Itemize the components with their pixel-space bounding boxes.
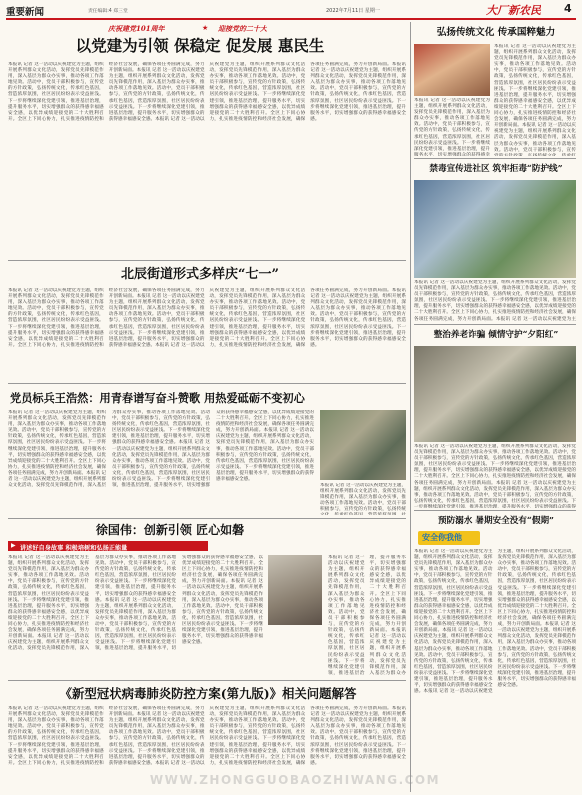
divider	[414, 324, 576, 325]
page-number: 4	[564, 2, 572, 15]
article4-body-right	[328, 555, 406, 677]
safety-badge-label: 安全你我他	[422, 533, 462, 542]
main-headline: 以党建为引领 保稳定 促发展 惠民生	[75, 36, 325, 55]
safety-badge	[418, 531, 480, 545]
masthead	[6, 2, 576, 18]
right1-headline: 弘扬传统文化 传承国粹魅力	[436, 27, 556, 38]
article3-body	[8, 410, 314, 515]
right3-body	[414, 444, 576, 508]
divider	[414, 158, 576, 159]
paper-name: 大厂新农民	[486, 4, 541, 17]
right4-headline: 预防溺水 暑期安全没有“假期”	[437, 516, 554, 526]
article3-headline: 党员标兵王浩然：用青春谱写奋斗赞歌 用热爱砥砺不变初心	[10, 391, 305, 405]
article2-headline: 北辰街道形式多样庆“七一”	[121, 267, 279, 282]
right2-headline: 禁毒宣传进社区 筑牢拒毒“防护线”	[429, 164, 563, 174]
anti-drug-photo	[414, 180, 576, 278]
article4-subtitle-bar	[8, 541, 208, 551]
article2-body	[8, 288, 406, 380]
right4-body	[414, 549, 576, 787]
divider	[8, 260, 406, 261]
anniversary-banner	[108, 24, 308, 34]
article4-subtitle: 讲述好自身故事 积极培树和弘扬正能量	[20, 544, 128, 551]
play-icon: ▶	[11, 542, 16, 549]
right2-body	[414, 280, 576, 322]
culture-photo	[414, 44, 490, 96]
issue-date: 2022年7月11日 星期一	[326, 8, 380, 14]
watermark: WWW.ZHONGGUOBAOZHIWANG.COM	[149, 773, 441, 787]
right3-headline: 整治养老诈骗 倾情守护“夕阳红”	[433, 330, 559, 340]
editor-line: 责任编辑:4 郑三堂	[88, 9, 128, 14]
article4-headline: 徐国伟：创新引领 匠心如磐	[95, 523, 245, 537]
article5-headline: 《新型冠状病毒肺炎防控方案(第九版)》相关问题解答	[59, 686, 357, 701]
masthead-rule	[6, 18, 576, 20]
banner-slogan-left: 庆祝建党101周年	[108, 24, 165, 33]
article3-body-side	[320, 483, 406, 515]
portrait-photo	[268, 555, 322, 625]
main-article-body	[8, 62, 406, 258]
divider	[8, 518, 406, 519]
divider	[414, 510, 576, 511]
article4-body-left	[8, 555, 263, 677]
divider	[8, 383, 406, 384]
star-icon: ★	[202, 24, 209, 32]
right1-body-a	[494, 44, 576, 156]
anti-fraud-photo	[414, 346, 576, 442]
news-photo	[320, 410, 406, 480]
divider	[8, 680, 406, 681]
banner-slogan-right: 迎接党的二十大	[218, 24, 267, 33]
column-separator	[410, 22, 411, 792]
right1-body-b	[414, 98, 490, 156]
section-name: 重要新闻	[6, 7, 45, 18]
